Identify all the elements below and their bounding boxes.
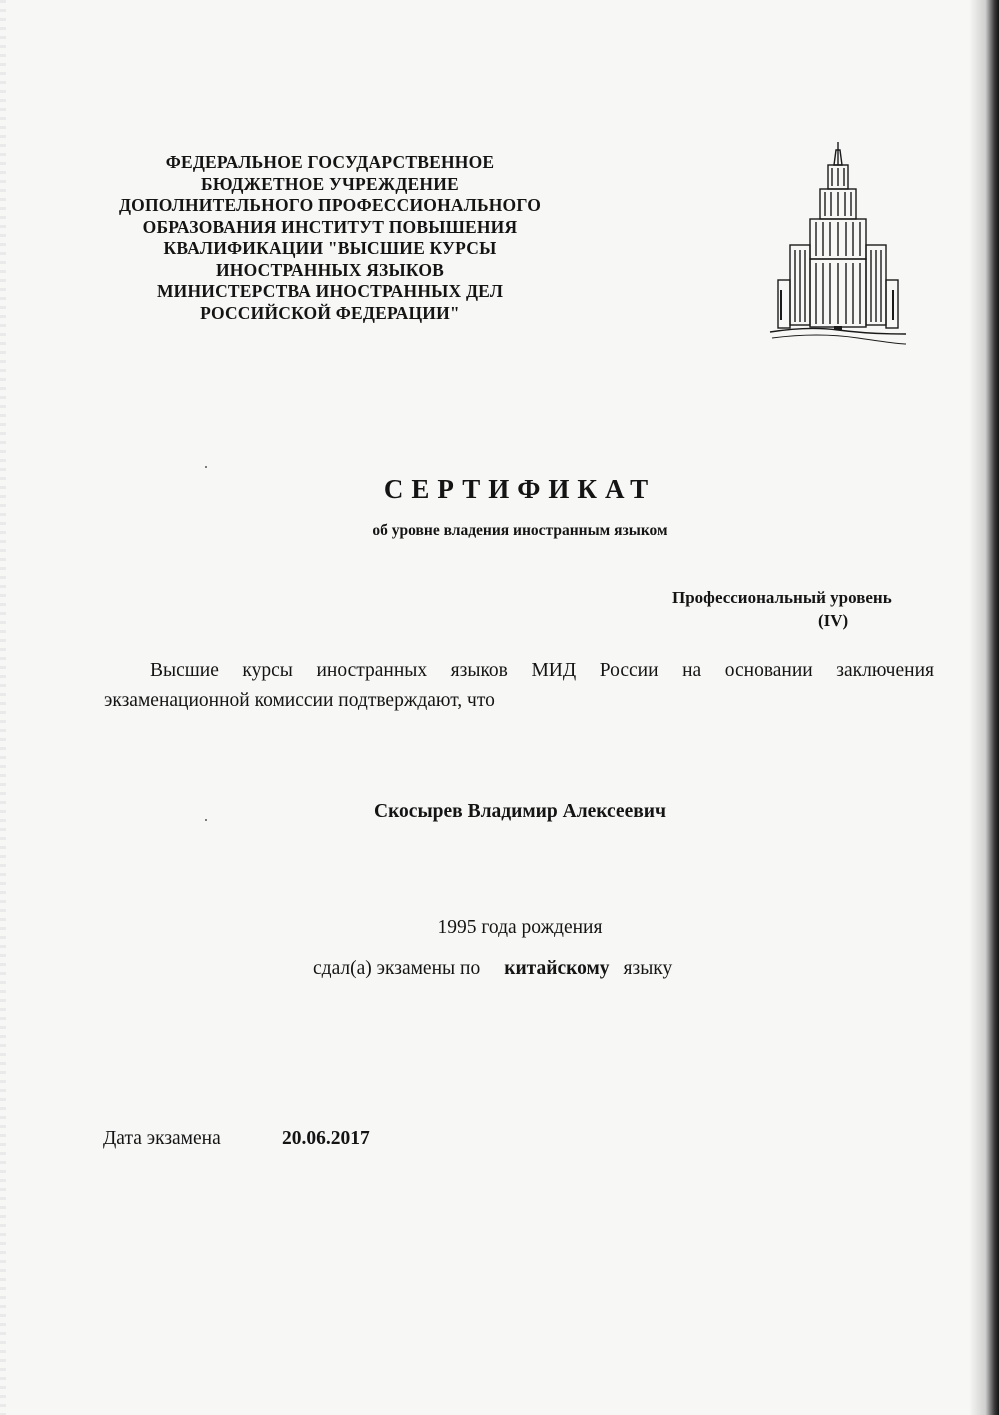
scan-speck (205, 819, 207, 821)
exam-language: китайскому (504, 958, 610, 979)
scan-right-edge (969, 0, 999, 1415)
level-value: (IV) (818, 611, 849, 630)
statement-paragraph: Высшие курсы иностранных языков МИД России на основании заключения экзаменационной комиссии подтверждают, что (104, 660, 934, 711)
birth-year-line: 1995 года рождения (437, 917, 603, 938)
level-label: Профессиональный уровень (672, 588, 892, 607)
org-line: ДОПОЛНИТЕЛЬНОГО ПРОФЕССИОНАЛЬНОГО (118, 195, 542, 215)
org-line: МИНИСТЕРСТВА ИНОСТРАННЫХ ДЕЛ (156, 281, 504, 301)
org-line: ИНОСТРАННЫХ ЯЗЫКОВ (215, 259, 445, 280)
scan-speck (205, 466, 207, 468)
organization-header (95, 152, 565, 324)
certificate-subtitle: об уровне владения иностранным языком (372, 522, 668, 539)
scan-left-edge (0, 0, 6, 1415)
org-line: РОССИЙСКОЙ ФЕДЕРАЦИИ" (200, 302, 460, 323)
org-line: ФЕДЕРАЛЬНОЕ ГОСУДАРСТВЕННОЕ (165, 152, 495, 172)
holder-name: Скосырев Владимир Алексеевич (373, 801, 667, 822)
certificate-title: СЕРТИФИКАТ (383, 474, 657, 504)
exam-date-value: 20.06.2017 (282, 1128, 370, 1149)
org-line: БЮДЖЕТНОЕ УЧРЕЖДЕНИЕ (201, 173, 459, 194)
exam-prefix: сдал(а) экзамены по (313, 958, 481, 979)
org-line: КВАЛИФИКАЦИИ "ВЫСШИЕ КУРСЫ (163, 238, 497, 258)
exam-suffix: языку (623, 958, 673, 979)
mfa-building-icon (768, 140, 908, 355)
exam-date-label: Дата экзамена (103, 1128, 221, 1149)
org-line: ОБРАЗОВАНИЯ ИНСТИТУТ ПОВЫШЕНИЯ (142, 216, 518, 237)
exam-line (313, 958, 672, 980)
